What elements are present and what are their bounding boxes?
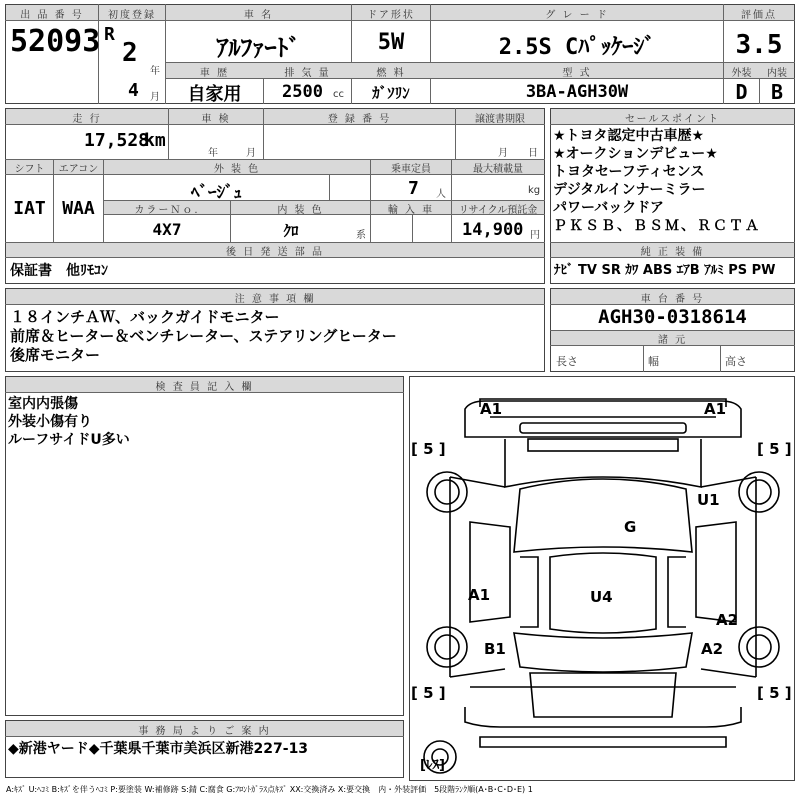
damage-mark: B1 [484, 640, 506, 658]
score-label: 評価点 [741, 10, 777, 21]
transfer-day-unit: 日 [528, 148, 538, 159]
car-diagram-svg [410, 377, 796, 782]
shift-label: シフト [14, 164, 45, 175]
note-line: 前席＆ヒーター＆ベンチレーター、ステアリングヒーター [10, 327, 397, 345]
sales-lines [553, 127, 761, 235]
reg-year: 2 [122, 38, 138, 68]
legend: A:ｷｽﾞ U:ﾍｺﾐ B:ｷｽﾞを伴うﾍｺﾐ P:要塗装 W:補修跡 S:錆 C:腐食 G:ﾌﾛﾝﾄｶﾞﾗｽ点ｷｽﾞ XX:交換済み X:要交換 内・外装評価 5段階ﾗﾝｸ順(A･B･C･D･E) 1 [6, 785, 533, 794]
car-name: ｱﾙﾌｧｰﾄﾞ [216, 34, 301, 62]
grade-label: グ レ ー ド [545, 10, 609, 21]
displacement-label: 排 気 量 [284, 68, 331, 79]
mileage-unit: km [144, 130, 166, 151]
load-unit: kg [528, 185, 541, 196]
interior-grade: B [770, 80, 784, 104]
damage-mark: A2 [716, 611, 739, 629]
sales-line: トヨタセーフティセンス [553, 164, 705, 180]
damage-mark: A1 [704, 400, 727, 418]
plate-label: 登 録 番 号 [327, 114, 392, 125]
chassis-label: 車 台 番 号 [640, 294, 705, 305]
inspection-label: 車 検 [201, 114, 231, 125]
inspection-year-unit: 年 [208, 148, 218, 159]
month-unit: 月 [150, 92, 160, 103]
model: 3BA-AGH30W [525, 82, 629, 102]
width-label: 幅 [648, 355, 659, 368]
load-label: 最大積載量 [473, 164, 523, 175]
history-label: 車 歴 [199, 68, 230, 79]
recycle-label: リサイクル預託金 [458, 205, 538, 216]
later-items: 保証書 他ﾘﾓｺﾝ [10, 263, 108, 279]
fuel: ｶﾞｿﾘﾝ [372, 84, 410, 102]
lot-label: 出 品 番 号 [20, 10, 84, 21]
fuel-label: 燃 料 [376, 68, 406, 79]
height-label: 高さ [725, 355, 747, 368]
recycle-unit: 円 [530, 230, 540, 241]
era: R [104, 24, 115, 45]
year-unit: 年 [150, 66, 160, 77]
interior-label: 内装 [767, 68, 787, 79]
reg-month: 4 [128, 80, 139, 101]
door-label: ドア形状 [367, 10, 415, 21]
color-label: 外 装 色 [213, 164, 261, 175]
inspection-month-unit: 月 [246, 148, 256, 159]
transfer-label: 譲渡書期限 [475, 114, 525, 125]
history: 自家用 [187, 84, 242, 105]
int-color-unit: 系 [356, 230, 366, 241]
note-line: 後席モニター [10, 346, 101, 364]
model-label: 型 式 [562, 68, 592, 79]
import-label: 輸 入 車 [387, 205, 435, 216]
inspector-line: 室内内張傷 [8, 396, 78, 412]
seats-label: 乗車定員 [391, 164, 431, 175]
ac-label: エアコン [58, 164, 99, 175]
sales-line: デジタルインナーミラー [553, 182, 706, 198]
sales-line: ★オークションデビュー★ [553, 146, 718, 162]
damage-diagram [409, 376, 795, 781]
inspector-line: ルーフサイドU多い [8, 432, 130, 448]
transfer-month-unit: 月 [498, 148, 508, 159]
damage-mark: A1 [480, 400, 503, 418]
car-name-label: 車 名 [243, 10, 274, 21]
displacement-unit: cc [333, 89, 344, 100]
score: 3.5 [735, 30, 783, 60]
equip-label: 純 正 装 備 [640, 247, 705, 258]
color: ﾍﾞｰｼﾞｭ [191, 183, 242, 203]
office-label: 事 務 局 よ り ご 案 内 [138, 726, 271, 737]
sales-line: パワーバックドア [553, 200, 664, 216]
tire-mark: [ 5 ] [757, 684, 792, 702]
shift: IAT [13, 198, 46, 219]
sales-line: ＰＫＳＢ、ＢＳＭ、ＲＣＴＡ [553, 218, 761, 234]
tire-mark: [ 5 ] [411, 684, 446, 702]
note-line: １８インチＡＷ、バックガイドモニター [10, 308, 280, 326]
damage-mark: A1 [468, 586, 491, 604]
seats: 7 [408, 178, 419, 199]
seats-unit: 人 [436, 189, 446, 200]
recycle: 14,900 [462, 220, 524, 240]
grade: 2.5S Cﾊﾟｯｹｰｼﾞ [498, 35, 656, 60]
ac: WAA [62, 198, 95, 219]
later-label: 後 日 発 送 部 品 [226, 247, 324, 258]
lot-number: 52093 [10, 24, 101, 59]
door-type: 5W [377, 30, 405, 55]
color-no-label: カラーＮｏ. [134, 205, 200, 216]
displacement: 2500 [282, 82, 323, 102]
int-color-label: 内 装 色 [277, 205, 324, 216]
sales-line: ★トヨタ認定中古車歴★ [553, 128, 705, 144]
damage-mark: U4 [590, 588, 613, 606]
chassis-number: AGH30-0318614 [598, 306, 747, 328]
dims-label: 諸 元 [657, 335, 688, 346]
office-text: ◆新港ヤード◆千葉県千葉市美浜区新港227-13 [8, 741, 309, 757]
exterior-grade: D [735, 80, 748, 104]
tire-mark: [ 5 ] [411, 440, 446, 458]
int-color: ｸﾛ [283, 222, 299, 240]
sales-label: セールスポイント [624, 114, 721, 125]
spare-tire-mark: [ﾚｽ] [420, 758, 445, 773]
inspector-label: 検 査 員 記 入 欄 [155, 382, 254, 393]
color-no: 4X7 [152, 220, 182, 239]
tire-mark: [ 5 ] [757, 440, 792, 458]
damage-mark: G [624, 518, 637, 536]
exterior-label: 外装 [731, 68, 752, 79]
first-reg-label: 初度登録 [108, 10, 156, 21]
length-label: 長さ [556, 355, 578, 368]
damage-mark: A2 [701, 640, 724, 658]
equipment: ﾅﾋﾞ TV SR ｶﾜ ABS ｴｱB ｱﾙﾐ PS PW [554, 263, 776, 278]
mileage-label: 走 行 [72, 114, 102, 125]
mileage: 17,528 [84, 130, 150, 151]
notes-label: 注 意 事 項 欄 [234, 294, 316, 305]
inspector-line: 外装小傷有り [8, 414, 92, 430]
damage-mark: U1 [697, 491, 720, 509]
